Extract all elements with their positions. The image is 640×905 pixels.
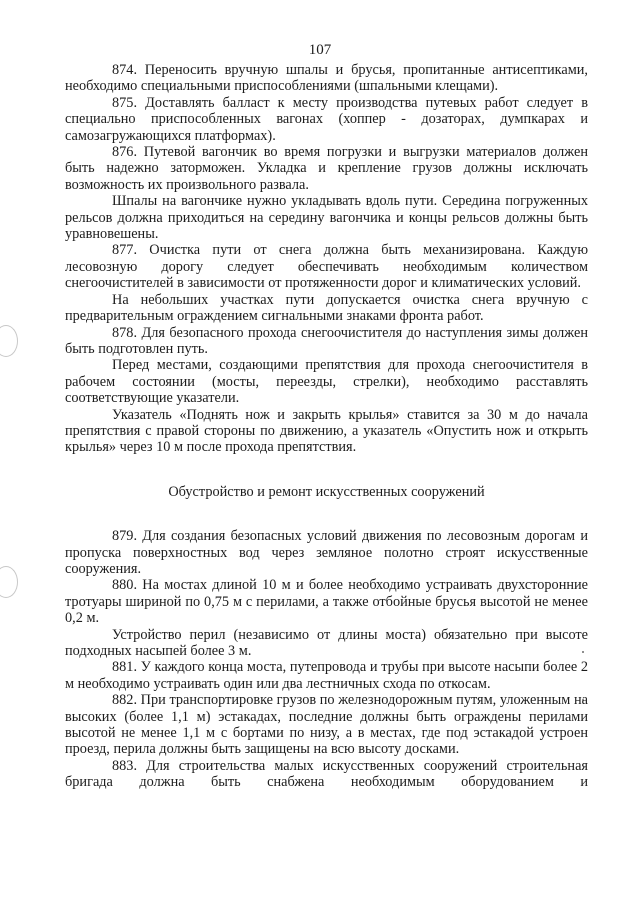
paragraph-880: 880. На мостах длиной 10 м и более необходимо устраивать двухсторонние тротуары шириной по 0,75 м с перилами, а также отбойные брусья высотой не менее 0,2 м. <box>65 577 588 627</box>
paragraph-877: 877. Очистка пути от снега должна быть механизирована. Каждую лесовозную дорогу следует обеспечивать необходимым количеством снегоочистителей в зависимости от протяженности дорог и климатических условий. <box>65 242 588 292</box>
paragraph-881: 881. У каждого конца моста, путепровода и трубы при высоте насыпи более 2 м необходимо устраивать один или два лестничных схода по откосам. <box>65 659 588 692</box>
paragraph-878-signs: Указатель «Поднять нож и закрыть крылья» ставится за 30 м до начала препятствия с правой стороны по движению, а указатель «Опустить нож и открыть крылья» через 10 м после прохода препятствия. <box>65 406 588 456</box>
paragraph-874: 874. Переносить вручную шпалы и брусья, пропитанные антисептиками, необходимо специальными приспособлениями (шпальными клещами). <box>65 62 588 95</box>
paragraph-883: 883. Для строительства малых искусственных сооружений строительная бригада должна быть снабжена необходимым оборудованием и <box>65 757 588 791</box>
section-heading: Обустройство и ремонт искусственных сооружений <box>168 483 485 500</box>
paragraph-878: 878. Для безопасного прохода снегоочистителя до наступления зимы должен быть подготовлен путь. <box>65 324 588 357</box>
document-body <box>65 62 588 791</box>
paragraph-876: 876. Путевой вагончик во время погрузки и выгрузки материалов должен быть надежно заторможен. Укладка и крепление грузов должны исключать возможность их произвольного развала. <box>65 144 588 193</box>
page-number: 107 <box>308 42 332 58</box>
paragraph-882: 882. При транспортировке грузов по железнодорожным путям, уложенным на высоких (более 1,1 м) эстакадах, последние должны быть ограждены перилами высотой не менее 1,1 м с бортами по низу, а в местах, где под эстакадой устроен проезд, перила должны быть защищены на всю высоту досками. <box>65 692 588 758</box>
punch-hole-mark <box>0 325 18 357</box>
paragraph-875: 875. Доставлять балласт к месту производства путевых работ следует в специально приспособленных вагонах (хоппер - дозаторах, думпкарах и самозагружающихся платформах). <box>65 94 588 144</box>
punch-hole-mark <box>0 566 18 598</box>
paragraph-879: 879. Для создания безопасных условий движения по лесовозным дорогам и пропуска поверхностных вод через земляное полотно строят искусственные сооружения. <box>65 528 588 577</box>
paragraph-877-cont: На небольших участках пути допускается очистка снега вручную с предварительным ограждением сигнальными знаками фронта работ. <box>65 291 588 325</box>
paragraph-880-cont: Устройство перил (независимо от длины моста) обязательно при высоте подходных насыпей более 3 м. <box>65 626 588 659</box>
paragraph-876-cont: Шпалы на вагончике нужно укладывать вдоль пути. Середина погруженных рельсов должна приходиться на середину вагончика и концы рельсов должны быть уравновешены. <box>65 193 588 243</box>
paragraph-878-cont: Перед местами, создающими препятствия для прохода снегоочистителя в рабочем состоянии (мосты, переезды, стрелки), необходимо расставлять соответствующие указатели. <box>65 357 588 407</box>
